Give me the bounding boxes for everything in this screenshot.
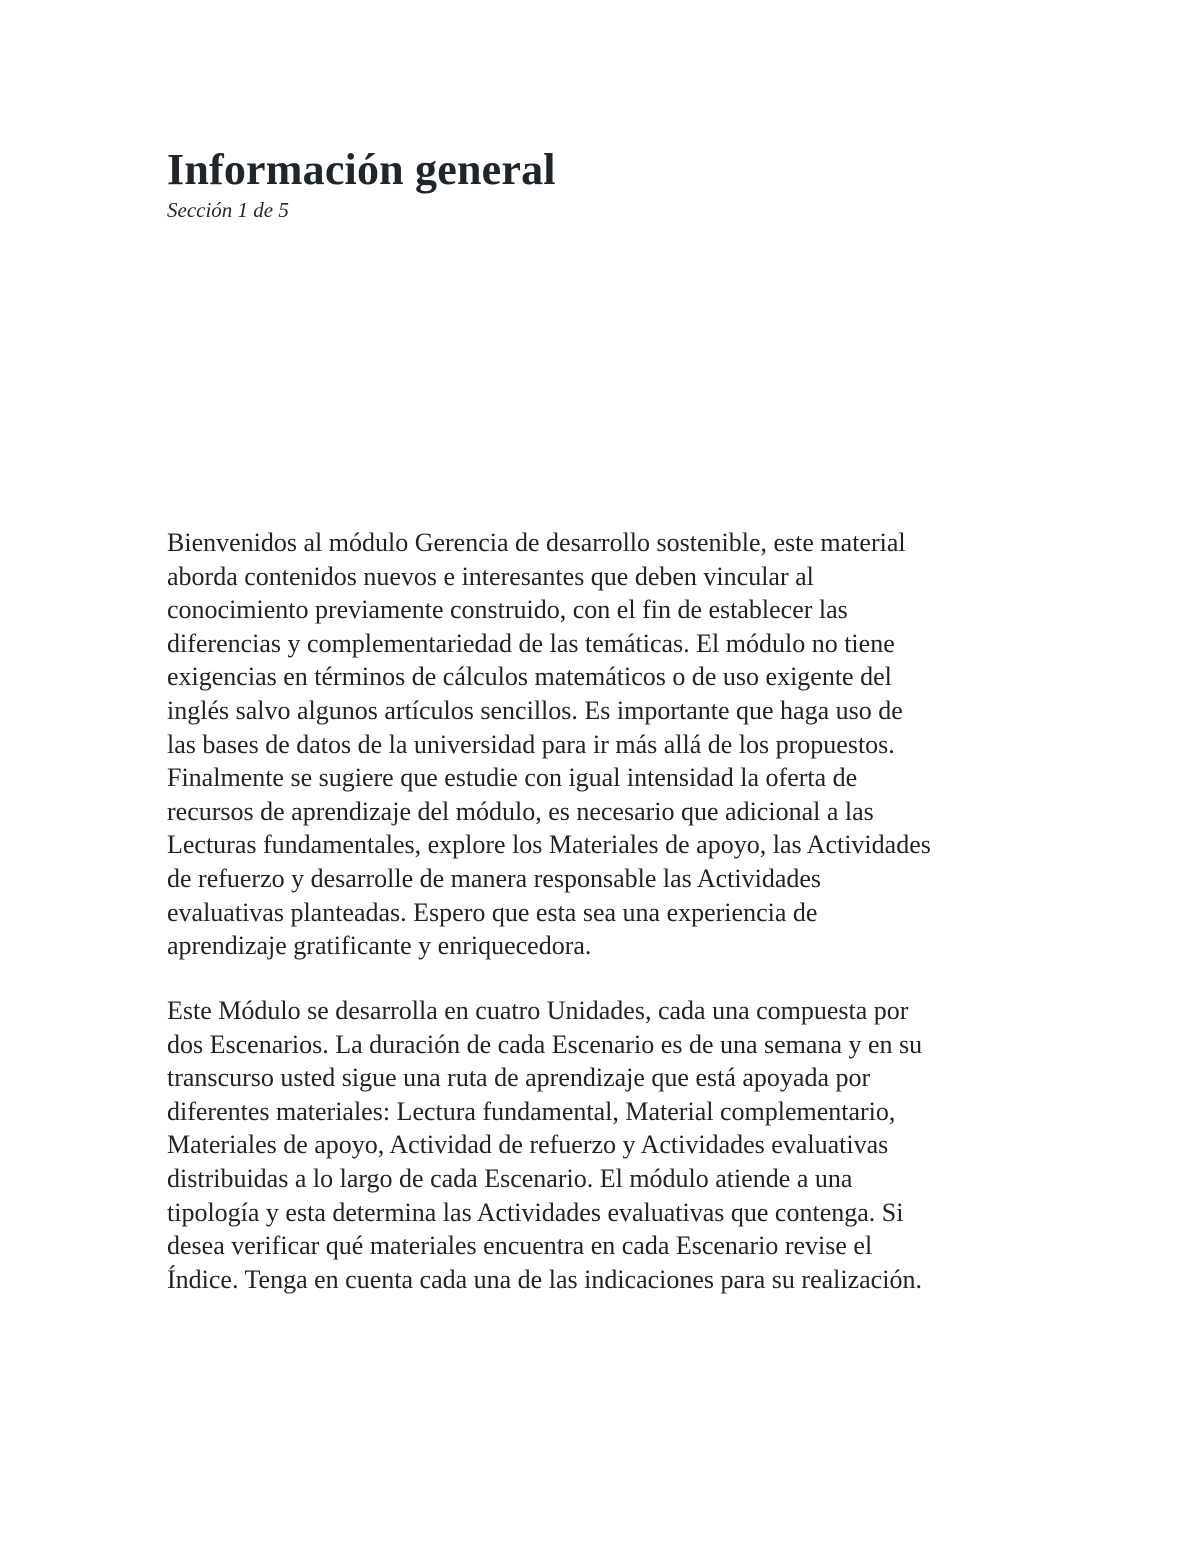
paragraph-line: las bases de datos de la universidad para ir más allá de los propuestos. bbox=[167, 729, 895, 759]
paragraph-line: conocimiento previamente construido, con el fin de establecer las bbox=[167, 595, 848, 625]
paragraph-line: diferencias y complementariedad de las temáticas. El módulo no tiene bbox=[167, 628, 895, 658]
paragraph-line: Lecturas fundamentales, explore los Materiales de apoyo, las Actividades bbox=[167, 830, 931, 860]
paragraph-line: distribuidas a lo largo de cada Escenario. El módulo atiende a una bbox=[167, 1163, 853, 1193]
paragraph-line: diferentes materiales: Lectura fundamental, Material complementario, bbox=[167, 1096, 896, 1126]
paragraph-line: Este Módulo se desarrolla en cuatro Unidades, cada una compuesta por bbox=[167, 996, 909, 1025]
paragraph-line: exigencias en términos de cálculos matemáticos o de uso exigente del bbox=[167, 662, 892, 692]
paragraph-structure bbox=[167, 994, 1047, 1296]
section-indicator: Sección 1 de 5 bbox=[167, 198, 289, 222]
paragraph-line: recursos de aprendizaje del módulo, es necesario que adicional a las bbox=[167, 796, 874, 826]
paragraph-line: de refuerzo y desarrolle de manera responsable las Actividades bbox=[167, 863, 822, 893]
paragraph-line: Materiales de apoyo, Actividad de refuerzo y Actividades evaluativas bbox=[167, 1130, 889, 1160]
paragraph-line: inglés salvo algunos artículos sencillos. Es importante que haga uso de bbox=[167, 695, 903, 725]
paragraph-line: Bienvenidos al módulo Gerencia de desarrollo sostenible, este material bbox=[167, 528, 906, 557]
paragraph-line: evaluativas planteadas. Espero que esta sea una experiencia de bbox=[167, 897, 818, 927]
paragraph-line: tipología y esta determina las Actividades evaluativas que contenga. Si bbox=[167, 1197, 904, 1227]
paragraph-line: Finalmente se sugiere que estudie con igual intensidad la oferta de bbox=[167, 763, 858, 793]
paragraph-line: aborda contenidos nuevos e interesantes que deben vincular al bbox=[167, 561, 814, 591]
paragraph-line: dos Escenarios. La duración de cada Escenario es de una semana y en su bbox=[167, 1029, 923, 1059]
paragraph-line: Índice. Tenga en cuenta cada una de las indicaciones para su realización. bbox=[167, 1264, 922, 1294]
paragraph-intro bbox=[167, 526, 1047, 963]
paragraph-line: desea verificar qué materiales encuentra en cada Escenario revise el bbox=[167, 1231, 873, 1261]
page-title: Información general bbox=[167, 145, 556, 194]
paragraph-line: transcurso usted sigue una ruta de aprendizaje que está apoyada por bbox=[167, 1063, 871, 1093]
paragraph-line: aprendizaje gratificante y enriquecedora. bbox=[167, 931, 592, 961]
